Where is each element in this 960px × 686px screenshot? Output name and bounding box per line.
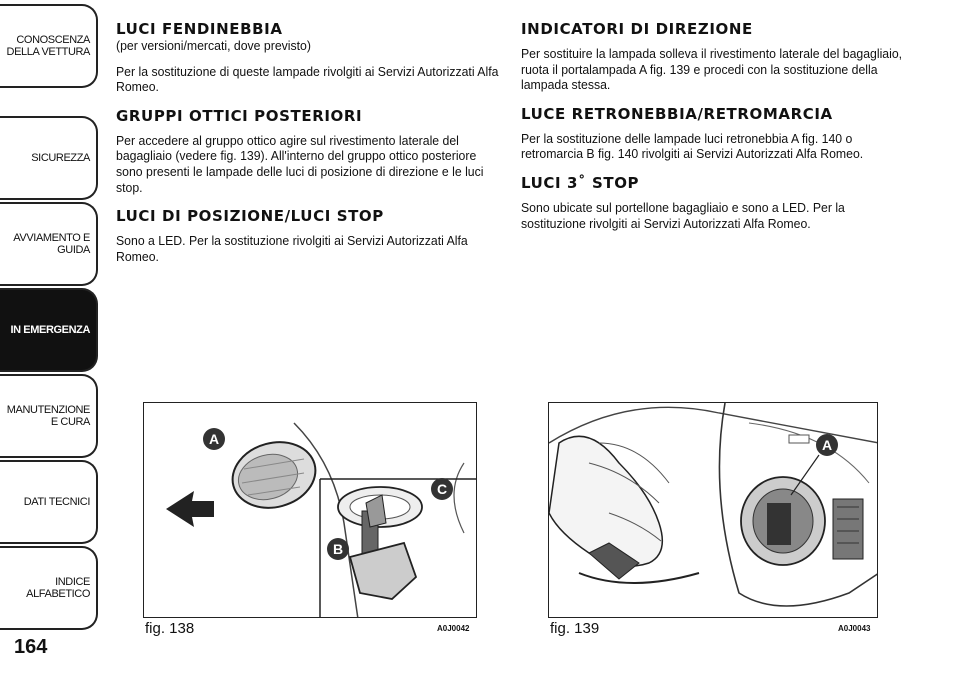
- right-column: [521, 20, 906, 231]
- tab-conoscenza-della-vettura[interactable]: [0, 4, 98, 88]
- tab-label: INDICE ALFABETICO: [26, 576, 90, 600]
- section-title-gruppi-ottici: GRUPPI OTTICI POSTERIORI: [116, 106, 363, 125]
- section-title-luci-fendinebbia: LUCI FENDINEBBIA: [116, 20, 283, 38]
- tab-label: IN EMERGENZA: [10, 324, 90, 336]
- tab-dati-tecnici[interactable]: [0, 460, 98, 544]
- section-note: (per versioni/mercati, dove previsto): [116, 38, 311, 53]
- section-text: Per accedere al gruppo ottico agire sul rivestimento laterale del bagagliaio (vedere fig. 139). All'interno del gruppo ottico posteriore sono presenti le lampade delle luci di posizione di direzione e le luci stop.: [116, 132, 484, 195]
- figure-139-image: [548, 402, 878, 618]
- figure-139-code: A0J0043: [838, 624, 871, 633]
- tab-label: AVVIAMENTO E GUIDA: [13, 232, 90, 256]
- callout-labels: [144, 403, 477, 618]
- section-text: Sono ubicate sul portellone bagagliaio e sono a LED. Per la sostituzione rivolgiti ai Servizi Autorizzati Alfa Romeo.: [521, 199, 845, 231]
- section-text: Per la sostituzione delle lampade luci retronebbia A fig. 140 o retromarcia B fig. 140 rivolgiti ai Servizi Autorizzati Alfa Romeo.: [521, 130, 864, 162]
- figure-138-image: [143, 402, 477, 618]
- tab-avviamento-e-guida[interactable]: [0, 202, 98, 286]
- tab-sicurezza[interactable]: [0, 116, 98, 200]
- tab-label: MANUTENZIONE E CURA: [6, 404, 90, 428]
- callout-a-marker: [816, 434, 838, 456]
- callout-a-marker: [203, 428, 225, 450]
- callout-a: A: [821, 437, 833, 453]
- page-number: 164: [14, 636, 48, 658]
- tab-label: SICUREZZA: [31, 152, 90, 164]
- section-text: Per sostituire la lampada solleva il rivestimento laterale del bagagliaio, ruota il portalampada A fig. 139 e procedi con la sostituzione della lampada stessa.: [521, 46, 903, 93]
- section-text: Sono a LED. Per la sostituzione rivolgiti ai Servizi Autorizzati Alfa Romeo.: [116, 233, 468, 264]
- tab-indice-alfabetico[interactable]: [0, 546, 98, 630]
- section-text: Per la sostituzione di queste lampade rivolgiti ai Servizi Autorizzati Alfa Romeo.: [116, 63, 499, 95]
- figure-139-caption: fig. 139: [550, 620, 600, 637]
- tab-label: CONOSCENZA DELLA VETTURA: [6, 34, 90, 58]
- left-column: [116, 20, 501, 264]
- tab-in-emergenza[interactable]: [0, 288, 98, 372]
- callout-c: C: [436, 481, 448, 497]
- figure-138-code: A0J0042: [437, 624, 470, 633]
- callout-labels: [549, 403, 878, 618]
- section-title-retronebbia: LUCE RETRONEBBIA/RETROMARCIA: [521, 104, 833, 123]
- section-title-luci-posizione: LUCI DI POSIZIONE/LUCI STOP: [116, 207, 384, 226]
- callout-c-marker: [431, 478, 453, 500]
- callout-a: A: [208, 431, 220, 447]
- section-title-indicatori-direzione: INDICATORI DI DIREZIONE: [521, 20, 753, 38]
- figure-138-caption: fig. 138: [145, 620, 195, 637]
- callout-b-marker: [327, 538, 349, 560]
- tab-manutenzione-e-cura[interactable]: [0, 374, 98, 458]
- section-title-terzo-stop: LUCI 3˚ STOP: [521, 173, 640, 192]
- tab-label: DATI TECNICI: [23, 496, 90, 508]
- callout-b: B: [332, 541, 344, 557]
